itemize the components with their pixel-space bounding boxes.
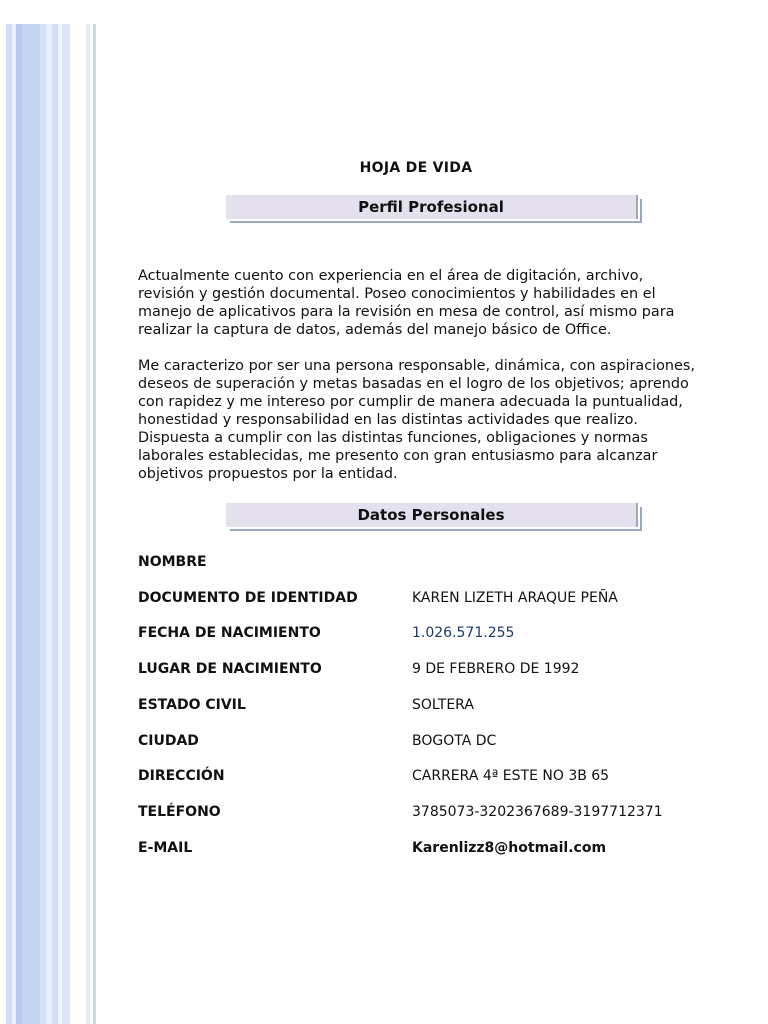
field-value: 9 DE FEBRERO DE 1992 (412, 661, 580, 677)
field-label: NOMBRE (138, 554, 207, 570)
field-value: CARRERA 4ª ESTE NO 3B 65 (412, 768, 610, 784)
field-value: BOGOTA DC (412, 733, 497, 749)
section-heading-profile: Perfil Profesional (226, 195, 638, 219)
field-value: 1.026.571.255 (412, 625, 515, 641)
data-row-fecha-nacimiento (138, 623, 698, 643)
profile-paragraph-1: Actualmente cuento con experiencia en el área de digitación, archivo, revisión y gestión documental. Poseo conocimientos y habilidades en el manejo de aplicativos para la revisión en mesa de control, así mismo para realizar la captura de datos, además del manejo básico de Office. (138, 268, 675, 338)
field-label: TELÉFONO (138, 804, 221, 820)
field-label: FECHA DE NACIMIENTO (138, 625, 321, 641)
field-label: CIUDAD (138, 733, 199, 749)
data-row-nombre (138, 552, 698, 572)
data-row-email (138, 838, 698, 858)
profile-paragraph-2: Me caracterizo por ser una persona responsable, dinámica, con aspiraciones, deseos de superación y metas basadas en el logro de los objetivos; aprendo con rapidez y me intereso por cumplir de manera adecuada la puntualidad, honestidad y responsabilidad en las distintas actividades que realizo. Dispuesta a cumplir con las distintas funciones, obligaciones y normas laborales establecidas, me presento con gran entusiasmo para alcanzar objetivos propuestos por la entidad. (138, 358, 695, 482)
field-label: LUGAR DE NACIMIENTO (138, 661, 322, 677)
data-row-estado-civil (138, 695, 698, 715)
field-label: ESTADO CIVIL (138, 697, 246, 713)
data-row-ciudad (138, 731, 698, 751)
data-row-documento (138, 588, 698, 608)
field-value: SOLTERA (412, 697, 474, 713)
field-label: E-MAIL (138, 840, 193, 856)
field-value: KAREN LIZETH ARAQUE PEÑA (412, 590, 618, 606)
document-title: HOJA DE VIDA (359, 160, 473, 176)
email-value[interactable]: Karenlizz8@hotmail.com (412, 840, 607, 856)
data-row-telefono (138, 802, 698, 822)
field-label: DOCUMENTO DE IDENTIDAD (138, 590, 358, 606)
data-row-lugar-nacimiento (138, 659, 698, 679)
section-heading-personal-data: Datos Personales (226, 503, 638, 527)
data-row-direccion (138, 766, 698, 786)
field-label: DIRECCIÓN (138, 768, 225, 784)
field-value: 3785073-3202367689-3197712371 (412, 804, 663, 820)
